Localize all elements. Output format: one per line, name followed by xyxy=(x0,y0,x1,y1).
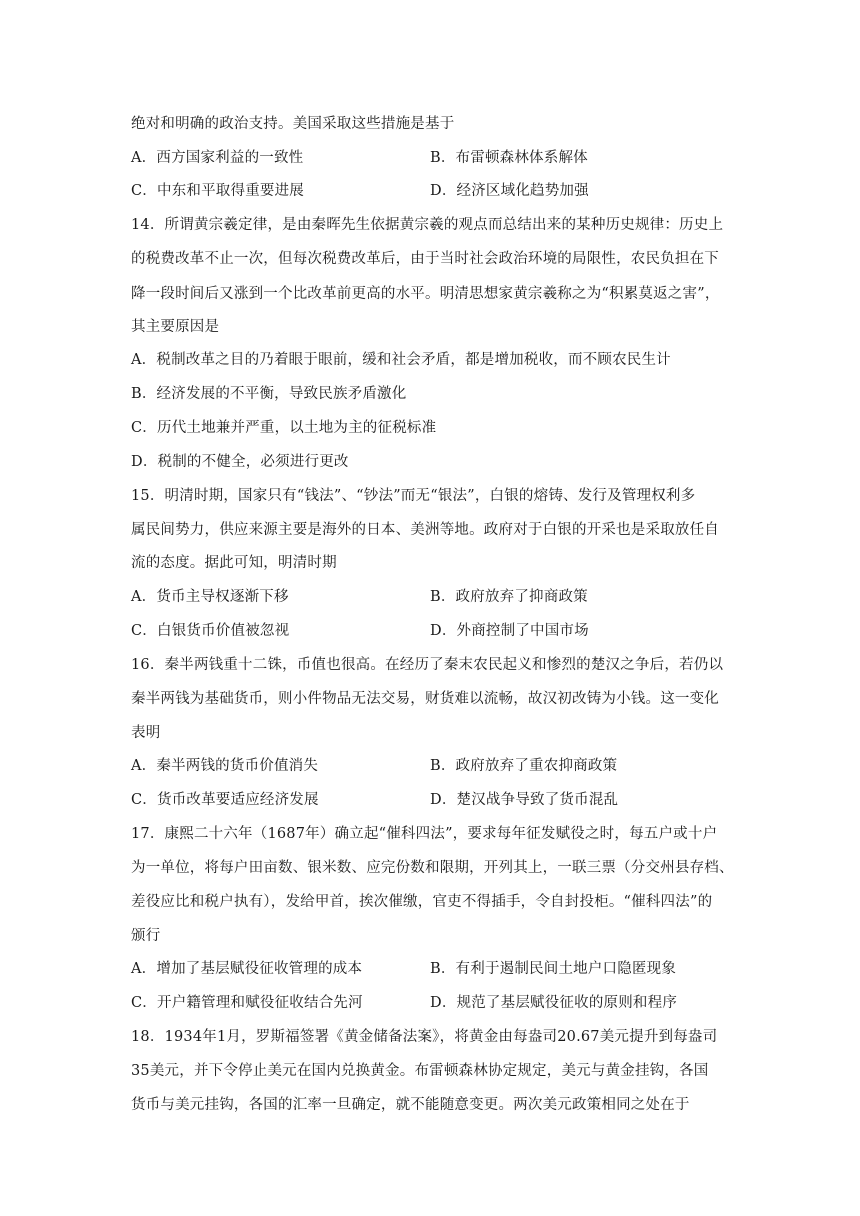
q18-stem-line-3: 货币与美元挂钩，各国的汇率一旦确定，就不能随意变更。两次美元政策相同之处在于 xyxy=(131,1097,690,1113)
q15-option-d: D．外商控制了中国市场 xyxy=(430,623,589,639)
q17-option-d: D．规范了基层赋役征收的原则和程序 xyxy=(430,995,678,1011)
q17-option-b: B．有利于遏制民间土地户口隐匿现象 xyxy=(430,961,677,977)
q16-stem-line-2: 秦半两钱为基础货币，则小件物品无法交易，财货难以流畅，故汉初改铸为小钱。这一变化 xyxy=(131,691,719,707)
q17-stem-line-4: 颁行 xyxy=(131,928,161,944)
q15-option-a: A．货币主导权逐渐下移 xyxy=(131,589,289,605)
q17-stem-line-2: 为一单位，将每户田亩数、银米数、应完份数和限期，开列其上，一联三票（分交州县存档、 xyxy=(131,860,734,876)
q17-stem-line-1: 17．康熙二十六年（1687年）确立起“催科四法”，要求每年征发赋役之时，每五户或十户 xyxy=(131,826,718,842)
q16-stem-line-3: 表明 xyxy=(131,725,161,741)
q14-stem-line-3: 降一段时间后又涨到一个比改革前更高的水平。明清思想家黄宗羲称之为“积累莫返之害”， xyxy=(131,286,720,302)
q16-option-c: C．货币改革要适应经济发展 xyxy=(131,792,319,808)
q15-stem-line-3: 流的态度。据此可知，明清时期 xyxy=(131,555,337,571)
q15-stem-line-2: 属民间势力，供应来源主要是海外的日本、美洲等地。政府对于白银的开采也是采取放任自 xyxy=(131,522,719,538)
q16-option-b: B．政府放弃了重农抑商政策 xyxy=(430,758,618,774)
q13-stem-tail: 绝对和明确的政治支持。美国采取这些措施是基于 xyxy=(131,116,455,132)
q17-stem-line-3: 差役应比和税户执有），发给甲首，挨次催缴，官吏不得插手，令自封投柜。“催科四法”的 xyxy=(131,894,713,910)
q16-stem-line-1: 16．秦半两钱重十二铢，币值也很高。在经历了秦末农民起义和惨烈的楚汉之争后，若仍以 xyxy=(131,657,724,673)
q14-stem-line-2: 的税费改革不止一次，但每次税费改革后，由于当时社会政治环境的局限性，农民负担在下 xyxy=(131,251,719,267)
q13-option-b: B．布雷顿森林体系解体 xyxy=(430,150,588,166)
q15-stem-line-1: 15．明清时期，国家只有“钱法”、“钞法”而无“银法”，白银的熔铸、发行及管理权利多 xyxy=(131,488,696,504)
q15-option-b: B．政府放弃了抑商政策 xyxy=(430,589,588,605)
q15-option-c: C．白银货币价值被忽视 xyxy=(131,623,290,639)
q14-option-a: A．税制改革之目的乃着眼于眼前，缓和社会矛盾，都是增加税收，而不顾农民生计 xyxy=(131,352,671,368)
q14-option-b: B．经济发展的不平衡，导致民族矛盾激化 xyxy=(131,386,407,402)
q18-stem-line-1: 18．1934年1月，罗斯福签署《黄金储备法案》，将黄金由每盎司20.67美元提升到每盎司 xyxy=(131,1029,718,1045)
q13-option-d: D．经济区域化趋势加强 xyxy=(430,183,589,199)
q13-option-a: A．西方国家利益的一致性 xyxy=(131,150,304,166)
q14-option-d: D．税制的不健全，必须进行更改 xyxy=(131,454,349,470)
q17-option-a: A．增加了基层赋役征收管理的成本 xyxy=(131,961,363,977)
q14-stem-line-1: 14．所谓黄宗羲定律，是由秦晖先生依据黄宗羲的观点而总结出来的某种历史规律：历史上 xyxy=(131,217,724,233)
q13-option-c: C．中东和平取得重要进展 xyxy=(131,183,304,199)
q18-stem-line-2: 35美元，并下令停止美元在国内兑换黄金。布雷顿森林协定规定，美元与黄金挂钩，各国 xyxy=(131,1063,709,1079)
q17-option-c: C．开户籍管理和赋役征收结合先河 xyxy=(131,995,363,1011)
q14-option-c: C．历代土地兼并严重，以土地为主的征税标准 xyxy=(131,420,437,436)
q16-option-d: D．楚汉战争导致了货币混乱 xyxy=(430,792,619,808)
q14-stem-line-4: 其主要原因是 xyxy=(131,319,220,335)
q16-option-a: A．秦半两钱的货币价值消失 xyxy=(131,758,319,774)
